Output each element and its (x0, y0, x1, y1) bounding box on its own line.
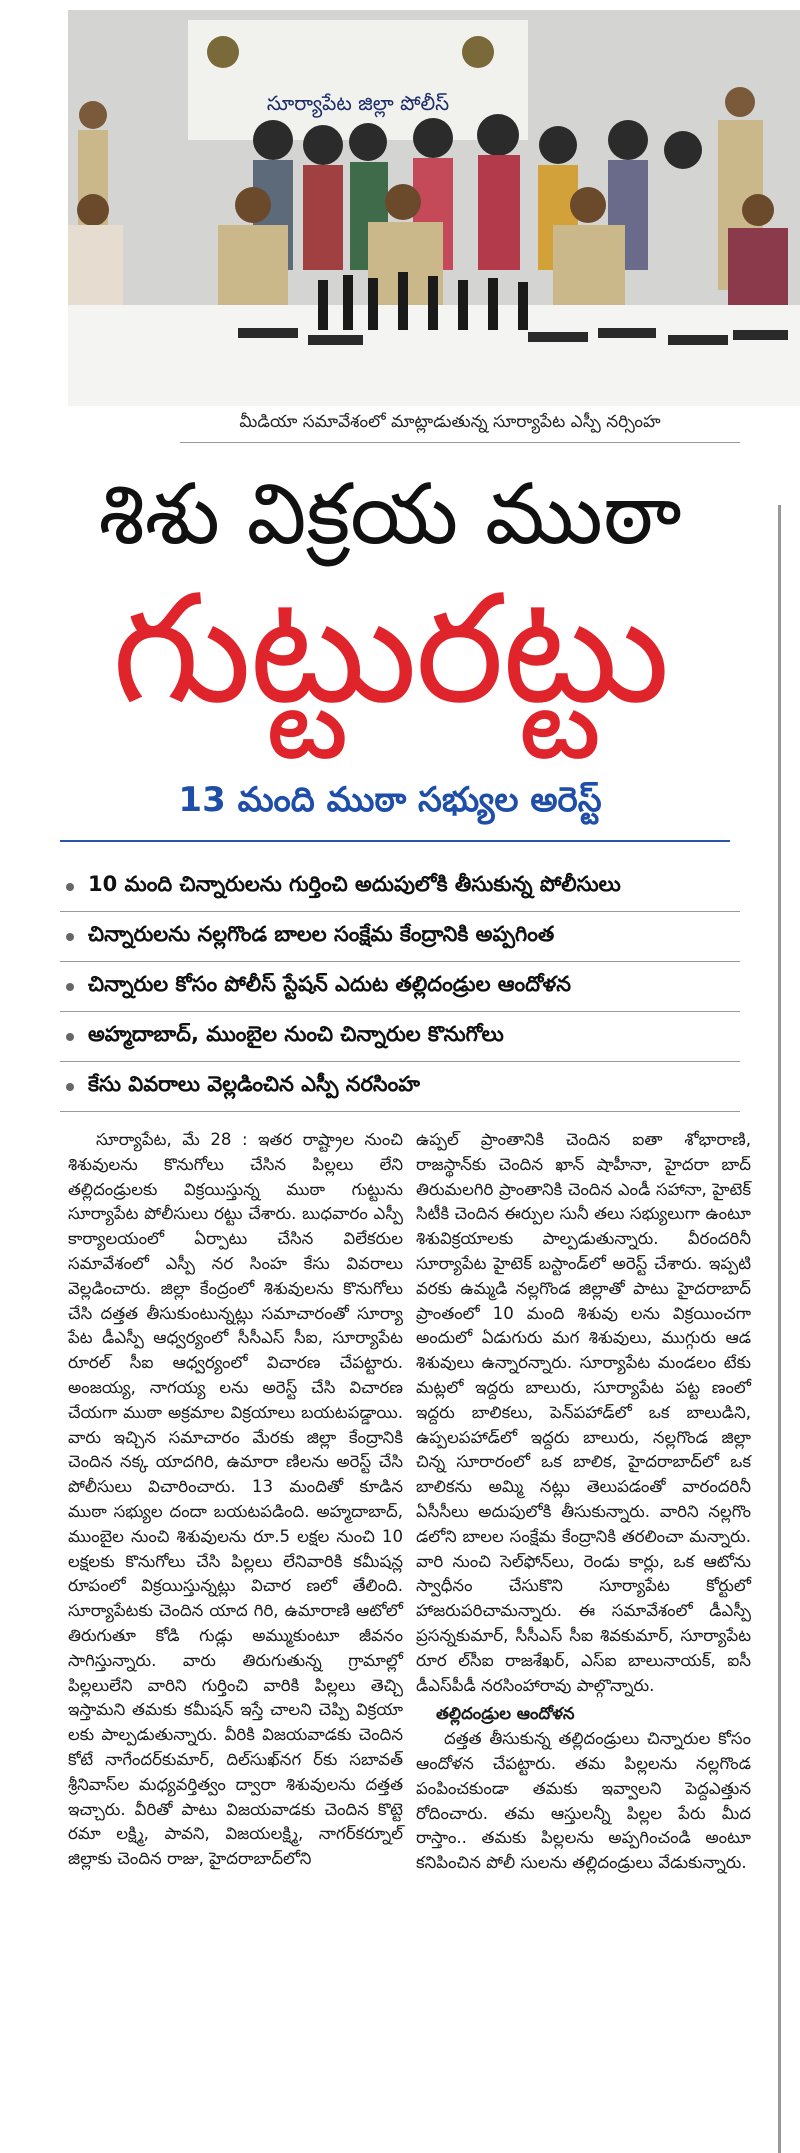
photo-illustration (68, 10, 800, 406)
article-column-left (68, 1128, 403, 1872)
bullet-text: అహ్మదాబాద్, ముంబైల నుంచి చిన్నారుల కొనుగోలు (88, 1021, 504, 1046)
banner-text: సూర్యాపేట జిల్లా పోలీస్ (266, 91, 450, 115)
bullet-item (60, 1062, 740, 1112)
headline-line-1: శిశు విక్రయ ముఠా (98, 465, 682, 563)
bullet-dot-icon (66, 983, 74, 991)
photo-caption: మీడియా సమావేశంలో మాట్లాడుతున్న సూర్యాపేట ఎస్పీ నర్సింహ (239, 412, 661, 432)
bullet-item (60, 912, 740, 962)
bullet-dot-icon (66, 1083, 74, 1091)
bullet-text: చిన్నారుల కోసం పోలీస్ స్టేషన్ ఎదుట తల్లిదండ్రుల ఆందోళన (88, 971, 571, 996)
subheadline-divider (60, 840, 730, 842)
bullet-item (60, 862, 740, 912)
bullet-text: 10 మంది చిన్నారులను గుర్తించి అదుపులోకి తీసుకున్న పోలీసులు (88, 871, 621, 896)
press-conference-photo (68, 10, 800, 406)
caption-divider (180, 442, 740, 443)
article-paragraph: ఉప్పల్ ప్రాంతానికి చెందిన ఐతా శోభారాణి, రాజస్థాన్‌కు చెందిన ఖాన్ షాహీనా, హైదరా బాద్ తిరుమలగిరి ప్రాంతానికి చెందిన ఎండీ సహానా, హైటెక్ సిటీకి చెందిన ఈర్పుల సునీ తలు సభ్యులుగా ఉంటూ శిశువిక్రయాలకు పాల్పడుతున్నారు. వీరందరినీ సూర్యాపేట హైటెక్ బస్టాండ్‌లో అరెస్ట్ చేశారు. ఇప్పటి వరకు ఉమ్మడి నల్లగొండ జిల్లాతో పాటు హైదరాబాద్ ప్రాంతంలో 10 మంది శిశువు లను విక్రయించగా అందులో ఏడుగురు మగ శిశువులు, ముగ్గురు ఆడ శిశువులు ఉన్నారన్నారు. సూర్యాపేట మండలం టేకు మట్లలో ఇద్దరు బాలురు, సూర్యాపేట పట్ట ణంలో ఇద్దరు బాలికలు, పెన్‌పహాడ్‌లో ఒక బాలుడిని, ఉప్పలపహాడ్‌లో ఇద్దరు బాలురు, నల్లగొండ జిల్లా చిన్న సూరారంలో ఒక బాలిక, హైదరాబాద్‌లో ఒక బాలికను అమ్మి నట్లు తెలుపడంతో వారందరినీ ఏసీసీలు అదుపులోకి తీసుకున్నారు. వారిని నల్లగొం డలోని బాలల సంక్షేమ కేంద్రానికి తరలించా మన్నారు. వారి నుంచి సెల్‌ఫోన్‌లు, రెండు కార్లు, ఒక ఆటోను స్వాధీనం చేసుకొని సూర్యాపేట కోర్టులో హాజరుపరిచామన్నారు. ఈ సమావేశంలో డీఎస్పీ ప్రసన్నకుమార్, సీసీఎస్ సీఐ శివకుమార్, సూర్యాపేట రూర ల్‌సీఐ రాజశేఖర్, ఎస్ఐ బాలునాయక్, ఐసీ డీఎస్‌పీడీ నరసింహారావు పాల్గొన్నారు. (416, 1130, 751, 1695)
article-column-right (416, 1128, 751, 1876)
bullet-text: చిన్నారులను నల్లగొండ బాలల సంక్షేమ కేంద్రానికి అప్పగింత (88, 921, 555, 946)
column-side-rule (778, 505, 781, 2153)
highlight-bullets (60, 862, 740, 1112)
bullet-item (60, 962, 740, 1012)
article-paragraph: సూర్యాపేట, మే 28 : ఇతర రాష్ట్రాల నుంచి శిశువులను కొనుగోలు చేసిన పిల్లలు లేని తల్లిదండ్రులకు విక్రయిస్తున్న ముఠా గుట్టును సూర్యాపేట పోలీసులు రట్టు చేశారు. బుధవారం ఎస్పీ కార్యాలయంలో ఏర్పాటు చేసిన విలేకరుల సమావేశంలో ఎస్పీ నర సింహ కేసు వివరాలు వెల్లడించారు. జిల్లా కేంద్రంలో శిశువులను కొనుగోలు చేసి దత్తత తీసుకుంటున్నట్లు సమాచారంతో సూర్యా పేట డీఎస్పీ ఆధ్వర్యంలో సీసీఎస్ సీఐ, సూర్యాపేట రూరల్ సీఐ ఆధ్వర్యంలో విచారణ చేపట్టారు. అంజయ్య, నాగయ్య లను అరెస్ట్ చేసి విచారణ చేయగా ముఠా అక్రమాల విక్రయాలు బయటపడ్డాయి. వారు ఇచ్చిన సమాచారం మేరకు జిల్లా కేంద్రానికి చెందిన నక్క యాదగిరి, ఉమారా ణిలను అరెస్ట్ చేసి పోలీసులు విచారించారు. 13 మందితో కూడిన ముఠా సభ్యుల దందా బయటపడింది. అహ్మదాబాద్, ముంబైల నుంచి శిశువులను రూ.5 లక్షల నుంచి 10 లక్షలకు కొనుగోలు చేసి పిల్లలు లేనివారికి కమీషన్ల రూపంలో విక్రయిస్తున్నట్లు విచార ణలో తేలింది. సూర్యాపేటకు చెందిన యాద గిరి, ఉమారాణి ఆటోలో తిరుగుతూ కోడి గుడ్లు అమ్ముకుంటూ జీవనం సాగిస్తున్నారు. వారు తిరుగుతున్న గ్రామాల్లో పిల్లలులేని వారిని గుర్తించి వారికి పిల్లలు తెచ్చి ఇస్తామని తమకు కమీషన్ ఇస్తే చాలని చెప్పి విక్రయా లకు పాల్పడుతున్నారు. వీరికి విజయవాడకు చెందిన కోటే నాగేందర్‌కుమార్, దిల్‌సుఖ్‌నగ ర్‌కు సబావత్ శ్రీనివాస్‌ల మధ్యవర్తిత్వం ద్వారా శిశువులను దత్తత ఇచ్చారు. వీరితో పాటు విజయవాడకు చెందిన కొట్టె రమా లక్ష్మి, పావని, విజయలక్ష్మి, నాగర్‌కర్నూల్ జిల్లాకు చెందిన రాజు, హైదరాబాద్‌లోని (68, 1130, 403, 1869)
article-subtitle: తల్లిదండ్రుల ఆందోళన (436, 1704, 575, 1724)
headline-line-2: గుట్టురట్టు (112, 563, 668, 737)
bullet-dot-icon (66, 883, 74, 891)
bullet-dot-icon (66, 933, 74, 941)
article-paragraph: దత్తత తీసుకున్న తల్లిదండ్రులు చిన్నారుల కోసం ఆందోళన చేపట్టారు. తమ పిల్లలను నల్లగొండ పంపించకుండా తమకు ఇవ్వాలని పెద్దఎత్తున రోదించారు. తమ ఆస్తులన్నీ పిల్లల పేరు మీద రాస్తాం.. తమకు పిల్లలను అప్పగించండి అంటూ కనిపించిన పోలీ సులను తల్లిదండ్రులు వేడుకున్నారు. (416, 1729, 751, 1873)
bullet-text: కేసు వివరాలు వెల్లడించిన ఎస్పీ నరసింహ (88, 1071, 420, 1096)
bullet-dot-icon (66, 1033, 74, 1041)
subheadline: 13 మంది ముఠా సభ్యుల అరెస్ట్ (178, 780, 602, 820)
bullet-item (60, 1012, 740, 1062)
